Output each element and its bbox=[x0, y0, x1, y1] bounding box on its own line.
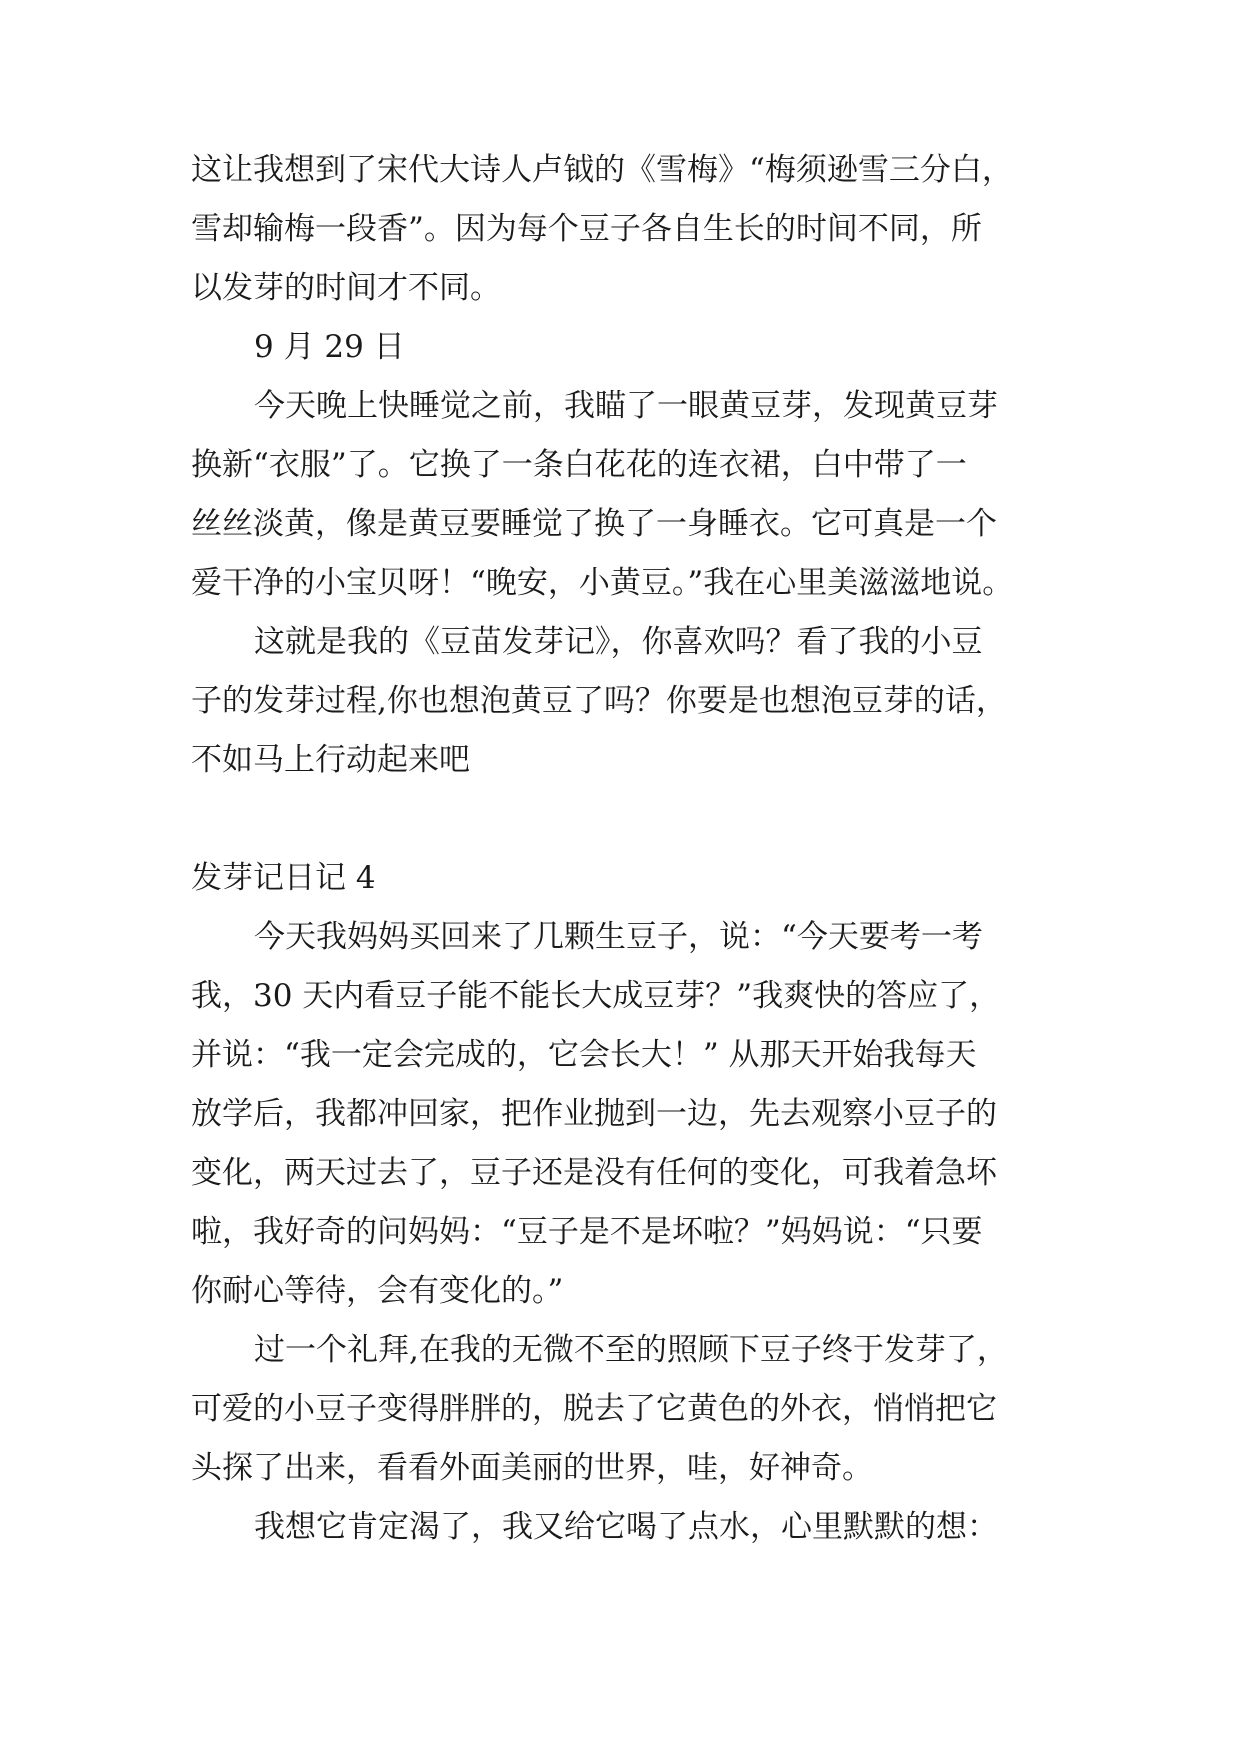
paragraph-line: 放学后，我都冲回家，把作业抛到一边，先去观察小豆子的 bbox=[191, 1096, 997, 1132]
paragraph-line: 以发芽的时间才不同。 bbox=[191, 270, 501, 306]
paragraph-line: 今天晚上快睡觉之前，我瞄了一眼黄豆芽，发现黄豆芽 bbox=[254, 388, 998, 424]
paragraph-line: 换新“衣服”了。它换了一条白花花的连衣裙，白中带了一 bbox=[191, 447, 967, 483]
paragraph-line: 这让我想到了宋代大诗人卢钺的《雪梅》“梅须逊雪三分白， bbox=[191, 152, 1013, 188]
paragraph-line: 啦，我好奇的问妈妈：“豆子是不是坏啦？”妈妈说：“只要 bbox=[191, 1214, 983, 1250]
paragraph-line: 可爱的小豆子变得胖胖的，脱去了它黄色的外衣，悄悄把它 bbox=[191, 1391, 997, 1427]
section-title: 发芽记日记 4 bbox=[191, 860, 376, 896]
paragraph-line: 不如马上行动起来吧 bbox=[191, 742, 470, 778]
paragraph-line: 这就是我的《豆苗发芽记》，你喜欢吗？看了我的小豆 bbox=[254, 624, 983, 660]
paragraph-line: 你耐心等待，会有变化的。” bbox=[191, 1273, 564, 1309]
date-heading: 9 月 29 日 bbox=[254, 329, 405, 365]
paragraph-line: 并说：“我一定会完成的，它会长大！” 从那天开始我每天 bbox=[191, 1037, 977, 1073]
paragraph-line: 我，30 天内看豆子能不能长大成豆芽？”我爽快的答应了， bbox=[191, 978, 1001, 1014]
paragraph-line: 头探了出来，看看外面美丽的世界，哇，好神奇。 bbox=[191, 1450, 873, 1486]
paragraph-line: 过一个礼拜,在我的无微不至的照顾下豆子终于发芽了， bbox=[254, 1332, 1008, 1368]
paragraph-line: 今天我妈妈买回来了几颗生豆子，说：“今天要考一考 bbox=[254, 919, 983, 955]
paragraph-line: 我想它肯定渴了，我又给它喝了点水，心里默默的想： bbox=[254, 1509, 998, 1545]
paragraph-line: 子的发芽过程,你也想泡黄豆了吗？你要是也想泡豆芽的话， bbox=[191, 683, 1007, 719]
paragraph-line: 丝丝淡黄，像是黄豆要睡觉了换了一身睡衣。它可真是一个 bbox=[191, 506, 997, 542]
paragraph-line: 雪却输梅一段香”。因为每个豆子各自生长的时间不同，所 bbox=[191, 211, 982, 247]
paragraph-line: 变化，两天过去了，豆子还是没有任何的变化，可我着急坏 bbox=[191, 1155, 997, 1191]
paragraph-line: 爱干净的小宝贝呀！“晚安，小黄豆。”我在心里美滋滋地说。 bbox=[191, 565, 1014, 601]
